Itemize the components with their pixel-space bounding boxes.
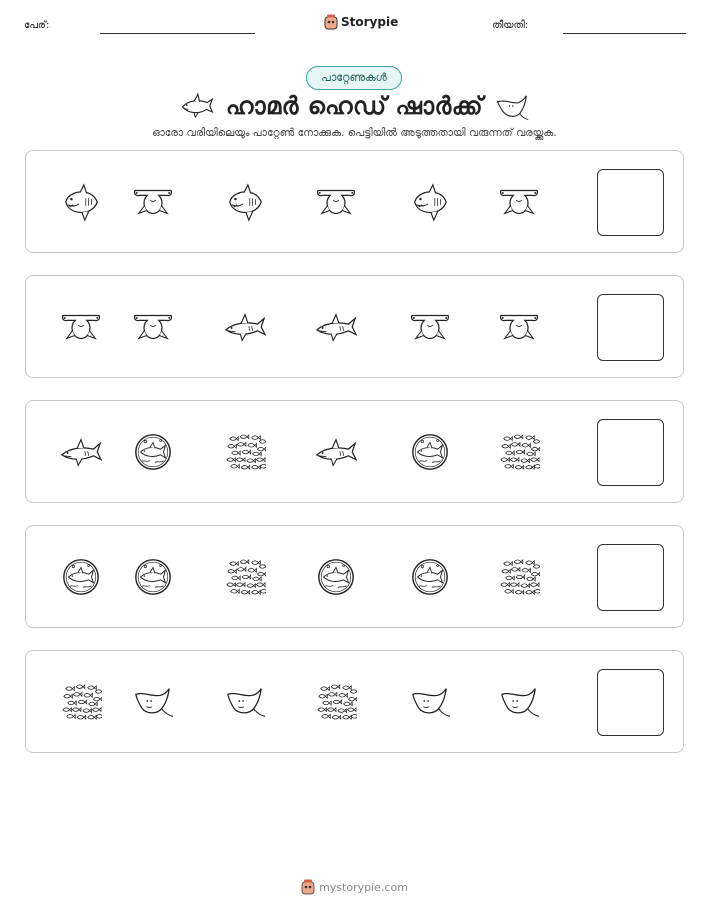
fishbowl-icon	[132, 431, 174, 473]
hammerhead-icon	[132, 306, 174, 348]
page-title: ഹാമർ ഹെഡ് ഷാർക്ക്	[225, 92, 484, 120]
fishbowl-icon	[315, 556, 357, 598]
fishbowl-icon	[132, 556, 174, 598]
fish-school-icon	[224, 431, 266, 473]
fishbowl-icon	[409, 556, 451, 598]
fish-school-icon	[60, 681, 102, 723]
swimming-shark-icon	[315, 431, 357, 473]
fish-school-icon	[315, 681, 357, 723]
hammerhead-icon	[60, 306, 102, 348]
stingray-icon	[224, 681, 266, 723]
hammerhead-icon	[498, 306, 540, 348]
swimming-shark-icon	[224, 306, 266, 348]
fish-school-icon	[224, 556, 266, 598]
brand-name: Storypie	[341, 15, 399, 29]
pattern-row-3	[25, 400, 684, 503]
brand-logo	[324, 14, 398, 30]
pattern-row-5	[25, 650, 684, 753]
name-line[interactable]	[100, 33, 255, 34]
footer-mascot-icon	[301, 879, 315, 895]
name-label: പേര്:	[24, 20, 50, 31]
hammerhead-icon	[132, 181, 174, 223]
fishbowl-icon	[60, 556, 102, 598]
pattern-row-2	[25, 275, 684, 378]
pattern-row-4	[25, 525, 684, 628]
stingray-icon	[132, 681, 174, 723]
date-line[interactable]	[563, 33, 686, 34]
stingray-icon	[409, 681, 451, 723]
answer-box[interactable]	[597, 544, 664, 611]
footer	[0, 879, 709, 895]
hammerhead-icon	[498, 181, 540, 223]
instruction-text: ഓരോ വരിയിലെയും പാറ്റേൺ നോക്കുക. പെട്ടിയിൽ അടുത്തതായി വരുന്നത് വരയ്ക്കുക.	[152, 127, 557, 139]
storypie-mascot-icon	[324, 14, 338, 30]
fish-school-icon	[498, 431, 540, 473]
swimming-shark-icon	[315, 306, 357, 348]
answer-box[interactable]	[597, 294, 664, 361]
title-row	[0, 90, 709, 122]
answer-box[interactable]	[597, 419, 664, 486]
shark-title-icon	[180, 91, 214, 121]
stingray-title-icon	[495, 91, 529, 121]
swimming-shark-icon	[60, 431, 102, 473]
fishbowl-icon	[409, 431, 451, 473]
date-label: തീയതി:	[492, 20, 529, 31]
hammerhead-icon	[409, 306, 451, 348]
shark-icon	[60, 181, 102, 223]
topic-tag: പാറ്റേണുകൾ	[306, 66, 402, 90]
stingray-icon	[498, 681, 540, 723]
answer-box[interactable]	[597, 169, 664, 236]
hammerhead-icon	[315, 181, 357, 223]
shark-icon	[409, 181, 451, 223]
footer-url[interactable]: mystorypie.com	[319, 880, 408, 894]
fish-school-icon	[498, 556, 540, 598]
shark-icon	[224, 181, 266, 223]
answer-box[interactable]	[597, 669, 664, 736]
pattern-row-1	[25, 150, 684, 253]
